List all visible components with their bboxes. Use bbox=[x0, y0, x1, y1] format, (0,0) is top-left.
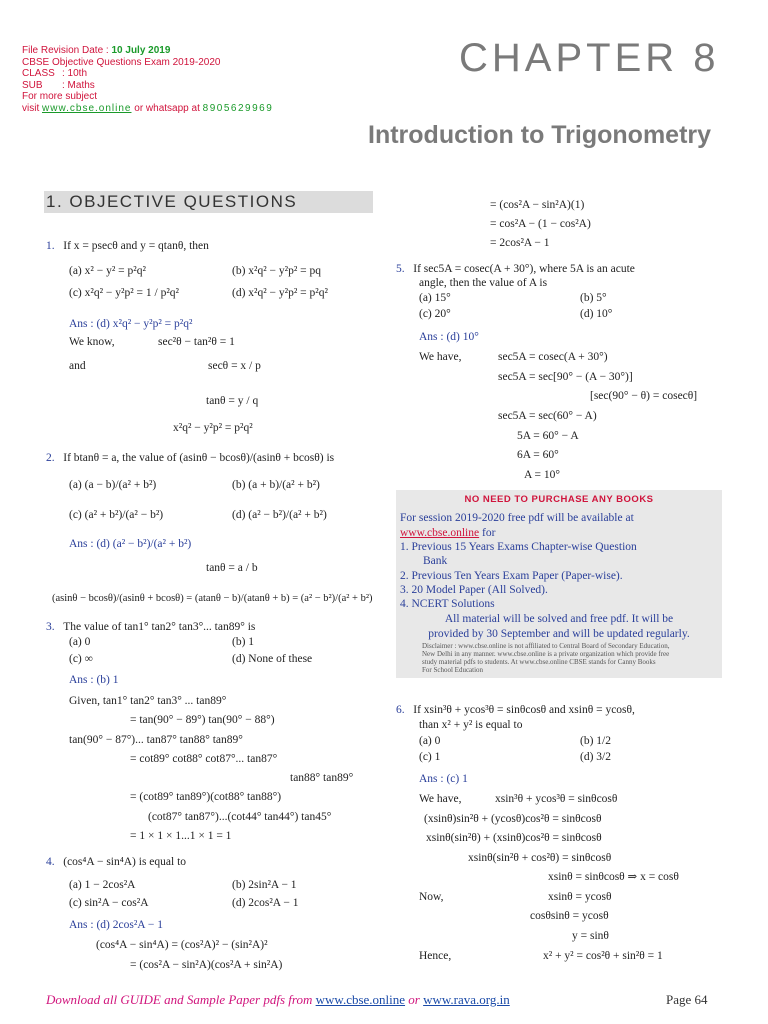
footer-link-cbse[interactable]: www.cbse.online bbox=[315, 992, 406, 1007]
promo-item-1: 1. Previous 15 Years Exams Chapter-wise Question bbox=[400, 541, 637, 553]
question-3: 3. The value of tan1° tan2° tan3°... tan89° is bbox=[46, 621, 256, 633]
q6-answer: Ans : (c) 1 bbox=[419, 773, 468, 785]
q6-sol-5: xsinθ = sinθcosθ ⇒ x = cosθ bbox=[548, 871, 679, 883]
q3-option-b: (b) 1 bbox=[232, 636, 255, 648]
promo-para-1: All material will be solved and free pdf. It will be bbox=[444, 613, 674, 625]
q1-answer: Ans : (d) x²q² − y²p² = p²q² bbox=[69, 318, 193, 330]
promo-line-1: For session 2019-2020 free pdf will be available at bbox=[400, 512, 634, 524]
q2-sol-1: tanθ = a / b bbox=[206, 562, 258, 574]
q3-option-c: (c) ∞ bbox=[69, 653, 93, 665]
q5-sol-7: A = 10° bbox=[524, 469, 561, 481]
q3-answer: Ans : (b) 1 bbox=[69, 674, 119, 686]
exam-line: CBSE Objective Questions Exam 2019-2020 bbox=[22, 56, 221, 68]
q4-sol-5: = 2cos²A − 1 bbox=[490, 237, 550, 249]
header-meta bbox=[22, 45, 273, 114]
promo-title: NO NEED TO PURCHASE ANY BOOKS bbox=[464, 494, 654, 505]
q6-sol-7: cosθsinθ = ycosθ bbox=[530, 910, 609, 922]
section-heading: 1. OBJECTIVE QUESTIONS bbox=[44, 191, 373, 213]
promo-item-2: 2. Previous Ten Years Exam Paper (Paper-wise). bbox=[400, 570, 623, 582]
q2-option-c: (c) (a² + b²)/(a² − b²) bbox=[69, 509, 164, 521]
q6-sol-3: xsinθ(sin²θ) + (xsinθ)cos²θ = sinθcosθ bbox=[426, 832, 602, 844]
promo-item-1b: Bank bbox=[423, 555, 448, 567]
q6-option-d: (d) 3/2 bbox=[580, 751, 611, 763]
q5-option-c: (c) 20° bbox=[419, 308, 451, 320]
q1-option-d: (d) x²q² − y²p² = p²q² bbox=[232, 287, 328, 299]
q3-sol-2: = tan(90° − 89°) tan(90° − 88°) bbox=[130, 714, 275, 726]
disclaimer-3: study material pdfs to students. At www.cbse.online CBSE stands for Canny Books bbox=[422, 658, 656, 666]
question-5: 5. If sec5A = cosec(A + 30°), where 5A is an acute bbox=[396, 263, 635, 275]
q2-answer: Ans : (d) (a² − b²)/(a² + b²) bbox=[69, 538, 192, 550]
q4-option-d: (d) 2cos²A − 1 bbox=[232, 897, 299, 909]
phone-number: 8905629969 bbox=[202, 102, 274, 114]
q6-sol-label-3: Hence, bbox=[419, 950, 452, 962]
q1-option-a: (a) x² − y² = p²q² bbox=[69, 265, 146, 277]
q1-sol-1: sec²θ − tan²θ = 1 bbox=[158, 336, 235, 348]
q2-option-a: (a) (a − b)/(a² + b²) bbox=[69, 479, 157, 491]
q6-option-a: (a) 0 bbox=[419, 735, 441, 747]
question-1: 1. If x = psecθ and y = qtanθ, then bbox=[46, 240, 209, 252]
q5-sol-4: sec5A = sec(60° − A) bbox=[498, 410, 597, 422]
q5-answer: Ans : (d) 10° bbox=[419, 331, 479, 343]
class-line: CLASS : 10th bbox=[22, 68, 88, 79]
q3-sol-3: tan(90° − 87°)... tan87° tan88° tan89° bbox=[69, 734, 243, 746]
footer-download: Download all GUIDE and Sample Paper pdfs from www.cbse.online or www.rava.org.in bbox=[46, 992, 510, 1007]
q4-sol-1: (cos⁴A − sin⁴A) = (cos²A)² − (sin²A)² bbox=[96, 939, 268, 951]
q1-option-c: (c) x²q² − y²p² = 1 / p²q² bbox=[69, 287, 179, 299]
q4-answer: Ans : (d) 2cos²A − 1 bbox=[69, 919, 163, 931]
more-line: For more subject bbox=[22, 91, 98, 102]
sub-line: SUB : Maths bbox=[22, 79, 95, 91]
q6-sol-label-2: Now, bbox=[419, 891, 444, 903]
q1-sol-label-2: and bbox=[69, 360, 86, 372]
disclaimer-2: New Delhi in any manner. www.cbse.online is a private organization which provide free bbox=[422, 650, 670, 658]
q5-sol-label: We have, bbox=[419, 351, 462, 363]
q1-sol-3: tanθ = y / q bbox=[206, 395, 259, 407]
q5-sol-2: sec5A = sec[90° − (A − 30°)] bbox=[498, 371, 633, 383]
promo-para-2: provided by 30 September and will be updated regularly. bbox=[428, 628, 690, 640]
q6-sol-label: We have, bbox=[419, 793, 462, 805]
q4-sol-2: = (cos²A − sin²A)(cos²A + sin²A) bbox=[130, 959, 283, 971]
q2-option-d: (d) (a² − b²)/(a² + b²) bbox=[232, 509, 327, 521]
q3-sol-6: = (cot89° tan89°)(cot88° tan88°) bbox=[130, 791, 282, 803]
q1-sol-4: x²q² − y²p² = p²q² bbox=[173, 422, 253, 434]
revision-line: File Revision Date : 10 July 2019 bbox=[22, 45, 171, 56]
q6-sol-8: y = sinθ bbox=[572, 930, 609, 942]
q3-option-a: (a) 0 bbox=[69, 636, 91, 648]
question-2: 2. If btanθ = a, the value of (asinθ − bcosθ)/(asinθ + bcosθ) is bbox=[46, 452, 335, 464]
q4-option-b: (b) 2sin²A − 1 bbox=[232, 879, 297, 891]
chapter-title: Introduction to Trigonometry bbox=[368, 121, 712, 149]
question-6: 6. If xsin³θ + ycos³θ = sinθcosθ and xsinθ = ycosθ, bbox=[396, 704, 635, 716]
site-link[interactable]: www.cbse.online bbox=[42, 102, 132, 114]
q5-text-2: angle, then the value of A is bbox=[419, 277, 548, 289]
q4-option-a: (a) 1 − 2cos²A bbox=[69, 879, 136, 891]
q6-sol-1: xsin³θ + ycos³θ = sinθcosθ bbox=[495, 793, 618, 805]
promo-item-4: 4. NCERT Solutions bbox=[400, 598, 495, 610]
footer-link-rava[interactable]: www.rava.org.in bbox=[423, 992, 510, 1007]
page-number: Page 64 bbox=[666, 992, 708, 1007]
promo-item-3: 3. 20 Model Paper (All Solved). bbox=[400, 584, 548, 596]
q6-option-c: (c) 1 bbox=[419, 751, 441, 763]
disclaimer-1: Disclaimer : www.cbse.online is not affiliated to Central Board of Secondary Education, bbox=[422, 642, 670, 650]
q1-sol-2: secθ = x / p bbox=[208, 360, 261, 372]
q5-option-a: (a) 15° bbox=[419, 292, 451, 304]
q3-sol-7: (cot87° tan87°)...(cot44° tan44°) tan45° bbox=[148, 811, 332, 823]
q3-sol-4: = cot89° cot88° cot87°... tan87° bbox=[130, 753, 278, 765]
q4-sol-3: = (cos²A − sin²A)(1) bbox=[490, 199, 585, 211]
q5-sol-3: [sec(90° − θ) = cosecθ] bbox=[590, 390, 698, 402]
q3-sol-1: Given, tan1° tan2° tan3° ... tan89° bbox=[69, 695, 227, 707]
q2-option-b: (b) (a + b)/(a² + b²) bbox=[232, 479, 320, 491]
q6-sol-2: (xsinθ)sin²θ + (ycosθ)cos²θ = sinθcosθ bbox=[424, 813, 602, 825]
q5-sol-1: sec5A = cosec(A + 30°) bbox=[498, 351, 608, 363]
promo-box bbox=[396, 490, 722, 678]
q6-option-b: (b) 1/2 bbox=[580, 735, 611, 747]
disclaimer-4: For School Education bbox=[422, 666, 484, 674]
q5-sol-5: 5A = 60° − A bbox=[517, 430, 579, 442]
q1-option-b: (b) x²q² − y²p² = pq bbox=[232, 265, 322, 277]
q6-sol-4: xsinθ(sin²θ + cos²θ) = sinθcosθ bbox=[468, 852, 612, 864]
q4-sol-4: = cos²A − (1 − cos²A) bbox=[490, 218, 591, 230]
q1-sol-label: We know, bbox=[69, 336, 115, 348]
question-4: 4. (cos⁴A − sin⁴A) is equal to bbox=[46, 856, 187, 868]
promo-link[interactable]: www.cbse.online bbox=[400, 527, 480, 539]
q3-sol-5: tan88° tan89° bbox=[290, 772, 354, 784]
q3-sol-8: = 1 × 1 × 1...1 × 1 = 1 bbox=[130, 830, 232, 842]
q4-option-c: (c) sin²A − cos²A bbox=[69, 897, 149, 909]
visit-line: visit www.cbse.online or whatsapp at 8905629969 bbox=[22, 102, 274, 114]
q3-option-d: (d) None of these bbox=[232, 653, 313, 665]
q2-sol-2: (asinθ − bcosθ)/(asinθ + bcosθ) = (atanθ − b)/(atanθ + b) = (a² − b²)/(a² + b²) bbox=[52, 593, 373, 604]
q6-text-2: than x² + y² is equal to bbox=[419, 719, 523, 731]
q5-option-d: (d) 10° bbox=[580, 308, 613, 320]
q6-sol-9: x² + y² = cos²θ + sin²θ = 1 bbox=[543, 950, 663, 962]
promo-link-line: www.cbse.online for bbox=[400, 527, 496, 539]
chapter-heading: CHAPTER 8 bbox=[459, 36, 720, 80]
q5-sol-6: 6A = 60° bbox=[517, 449, 559, 461]
q5-option-b: (b) 5° bbox=[580, 292, 607, 304]
q6-sol-6: xsinθ = ycosθ bbox=[548, 891, 612, 903]
